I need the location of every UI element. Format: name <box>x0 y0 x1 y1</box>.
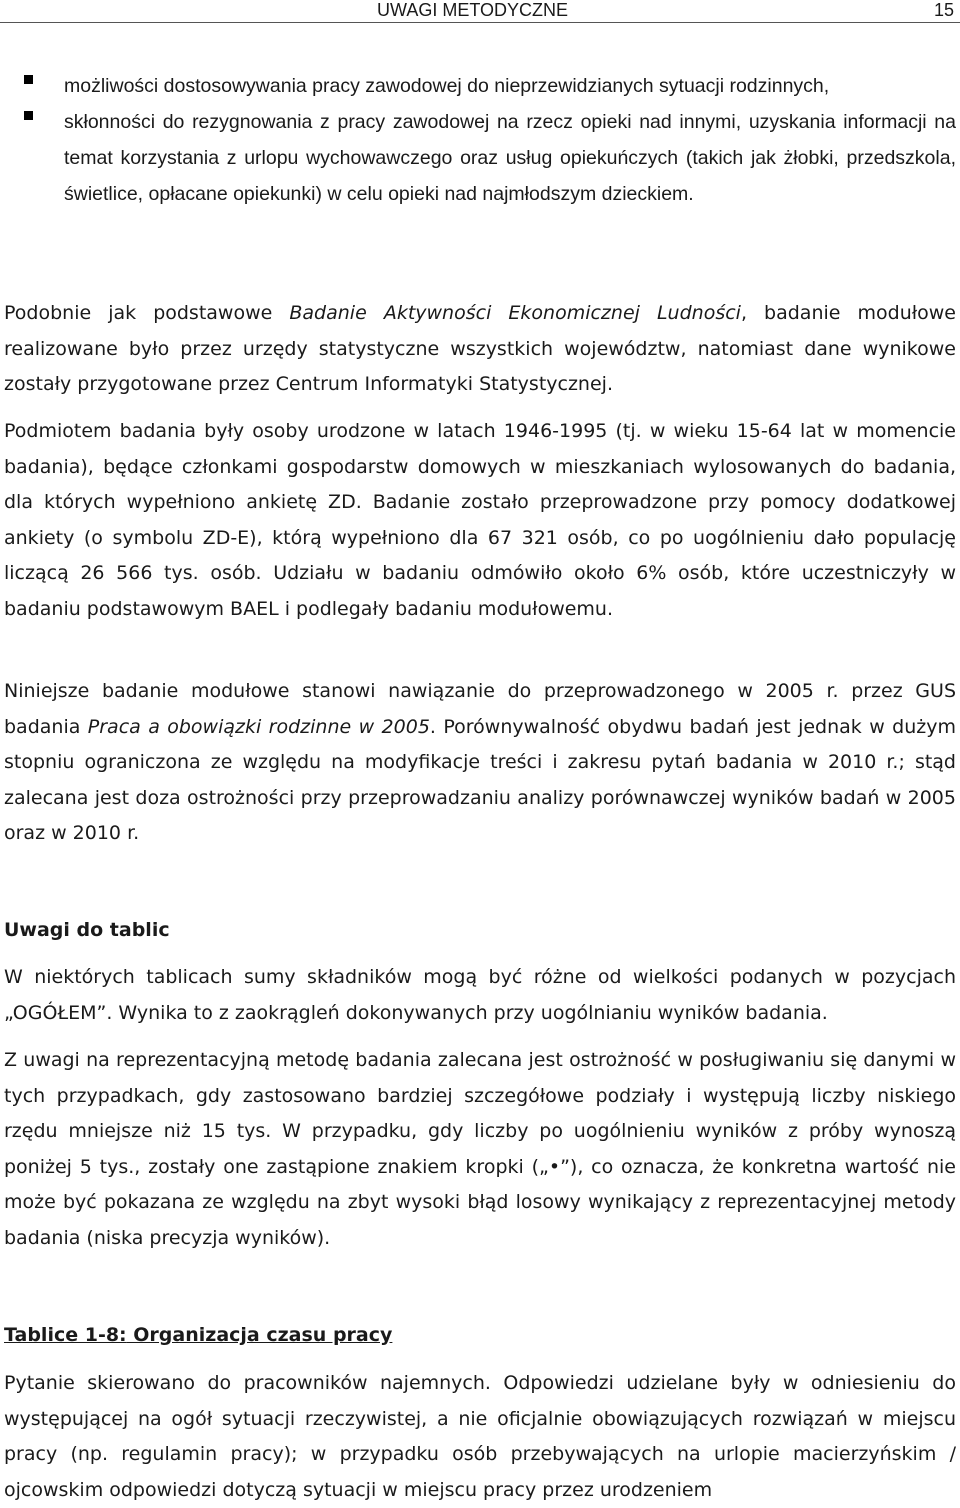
paragraph-comparability: Niniejsze badanie modułowe stanowi nawiązanie do przeprowadzonego w 2005 r. przez GUS badania Praca a obowiązki rodzinne w 2005. Porównywalność obydwu badań jest jednak w dużym stopniu ograniczona ze względu na modyfikacje treści i zakresu pytań badania w 2010 r.; stąd zalecana jest doza ostrożności przy przeprowadzaniu analizy porównawczej wyników badań w 2005 oraz w 2010 r. <box>4 680 956 844</box>
bullet-item <box>0 68 960 104</box>
survey-name-2005: Praca a obowiązki rodzinne w 2005 <box>87 715 430 738</box>
page-header <box>0 0 960 23</box>
section-heading: Uwagi do tablic <box>4 919 170 941</box>
running-title: UWAGI METODYCZNE <box>377 0 569 20</box>
paragraph-question-scope: Pytanie skierowano do pracowników najemnych. Odpowiedzi udzielane były w odniesieniu do występującej na ogół sytuacji rzeczywistej, a nie oficjalnie obowiązujących rozwiązań w miejscu pracy (np. regulamin pracy); w przypadku osób przebywających na urlopie macierzyńskim / ojcowskim odpowiedzi dotyczą sytuacji w miejscu pracy przez urodzeniem <box>4 1372 956 1501</box>
square-bullet-icon <box>24 111 33 120</box>
paragraph-precision: Z uwagi na reprezentacyjną metodę badania zalecana jest ostrożność w posługiwaniu się danymi w tych przypadkach, gdy zastosowano bardziej szczegółowe podziały i występują liczby niskiego rzędu mniejsze niż 15 tys. W przypadku, gdy liczby po uogólnieniu wyników z próby wynoszą poniżej 5 tys., zostały one zastąpione znakiem kropki („•”), co oznacza, że konkretna wartość nie może być pokazana ze względu na zbyt wysoki błąd losowy wynikający z reprezentacyjnej metody badania (niska precyzja wyników). <box>4 1049 956 1249</box>
bullet-text: skłonności do rezygnowania z pracy zawodowej na rzecz opieki nad innymi, uzyskania informacji na temat korzystania z urlopu wychowawczego oraz usług opiekuńczych (takich jak żłobki, przedszkola, świetlice, opłacane opiekunki) w celu opieki nad najmłodszym dzieckiem. <box>64 111 956 205</box>
paragraph-rounding: W niektórych tablicach sumy składników mogą być różne od wielkości podanych w pozycjach „OGÓŁEM”. Wynika to z zaokrągleń dokonywanych przy uogólnianiu wyników badania. <box>4 966 956 1024</box>
paragraph-survey-subject: Podmiotem badania były osoby urodzone w latach 1946-1995 (tj. w wieku 15-64 lat w momencie badania), będące członkami gospodarstw domowych w mieszkaniach wylosowanych do badania, dla których wypełniono ankietę ZD. Badanie zostało przeprowadzone przy pomocy dodatkowej ankiety (o symbolu ZD-E), którą wypełniono dla 67 321 osób, co po uogólnieniu dało populację liczącą 26 566 tys. osób. Udziału w badaniu odmówiło około 6% osób, które uczestniczyły w badaniu podstawowym BAEL i podlegały badaniu modułowemu. <box>4 420 956 620</box>
table-heading: Tablice 1-8: Organizacja czasu pracy <box>4 1324 393 1346</box>
bullet-item <box>0 104 960 212</box>
bullet-text: możliwości dostosowywania pracy zawodowej do nieprzewidzianych sytuacji rodzinnych, <box>64 75 830 97</box>
survey-name: Badanie Aktywności Ekonomicznej Ludności <box>289 302 741 324</box>
paragraph-survey-scope: Podobnie jak podstawowe Badanie Aktywności Ekonomicznej Ludności, badanie modułowe realizowane było przez urzędy statystyczne wszystkich województw, natomiast dane wynikowe zostały przygotowane przez Centrum Informatyki Statystycznej. <box>4 302 957 395</box>
bullet-list <box>0 68 960 212</box>
square-bullet-icon <box>24 75 33 84</box>
page-number: 15 <box>933 0 954 20</box>
